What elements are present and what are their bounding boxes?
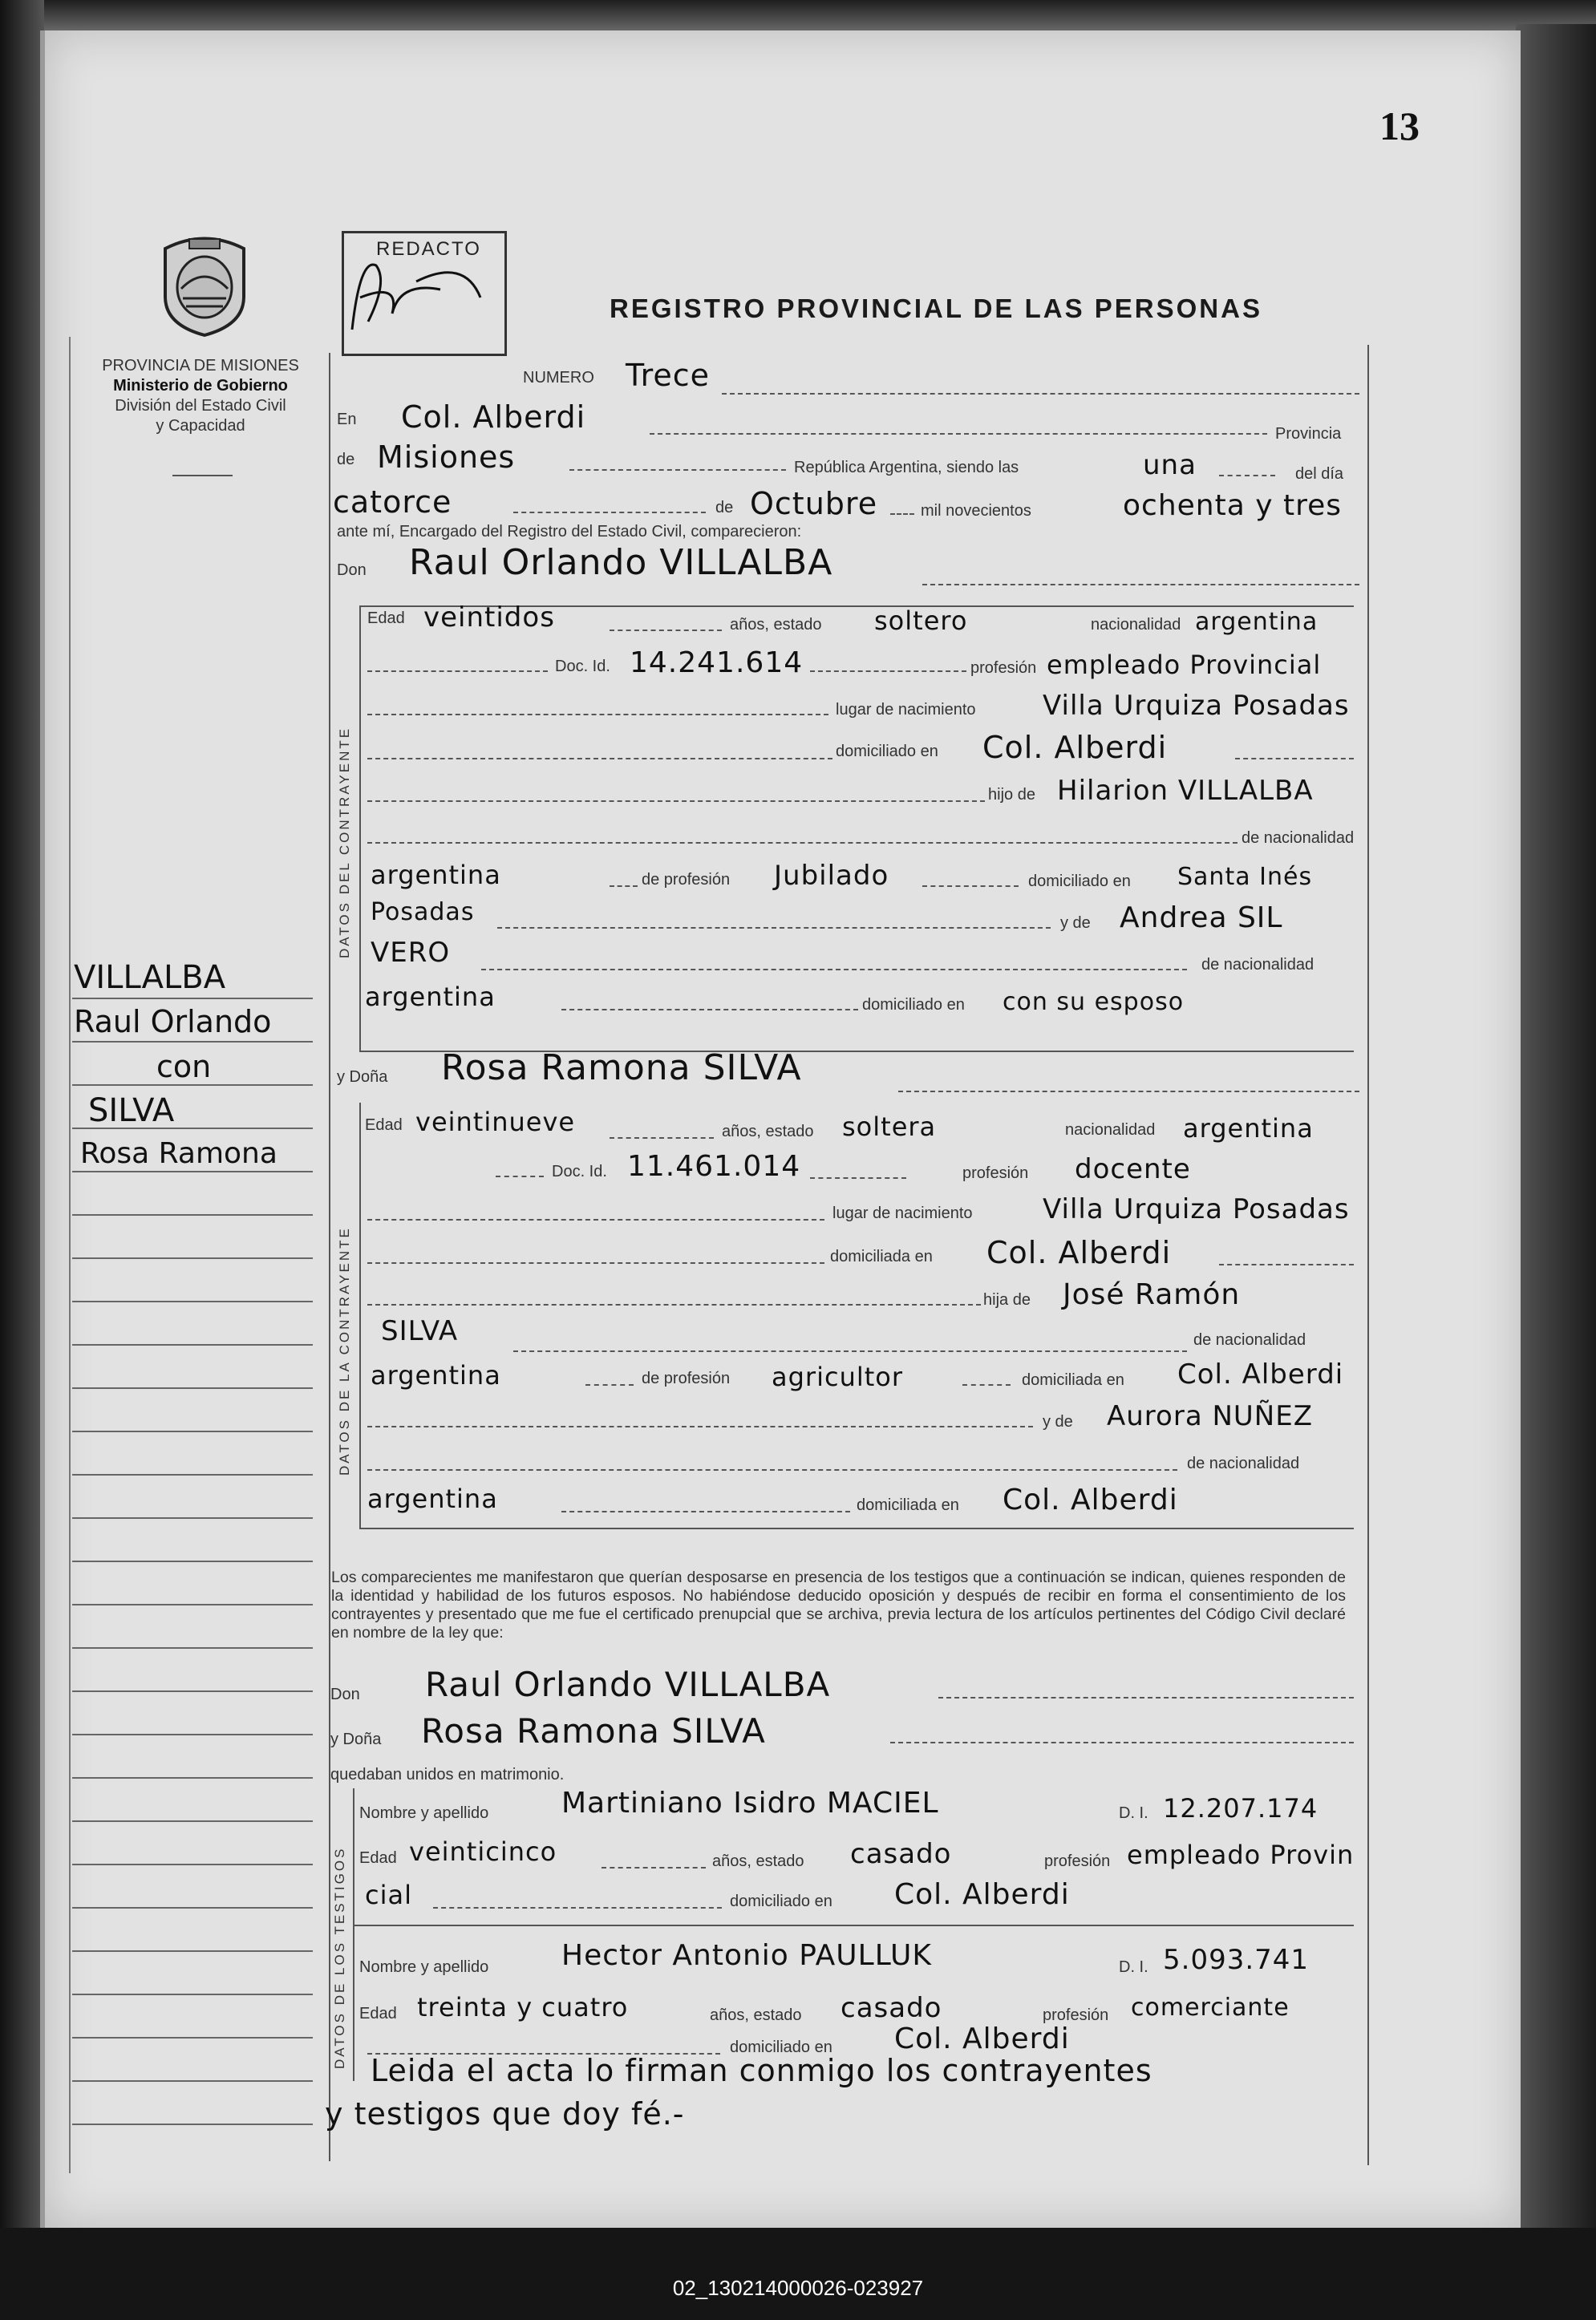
dia-value: catorce bbox=[333, 484, 452, 520]
provincia-line bbox=[569, 469, 786, 471]
declaration-text: Los comparecientes me manifestaron que querían desposarse en presencia de los testigos que a continuación se indican, quienes responden de la identidad y habilidad de los futuros esposos. No habiéndose deducido oposición y después de recibir en forma el consentimiento de los contrayentes y presentado que me fue el certificado prenupcial que se archiva, previa lectura de los artículos pertinentes del Código Civil declaré en nombre de la ley que: bbox=[331, 1569, 1346, 1642]
bride-nacionalidad: argentina bbox=[1183, 1113, 1314, 1144]
bride-edad: veintinueve bbox=[415, 1107, 576, 1137]
margin-rule bbox=[72, 1690, 313, 1692]
groom-madre-dom-label: domiciliado en bbox=[862, 996, 965, 1014]
groom-domicilio: Col. Alberdi bbox=[982, 730, 1168, 765]
groom-madre: Andrea SIL bbox=[1120, 901, 1283, 934]
groom-doc-label: Doc. Id. bbox=[555, 658, 610, 675]
groom-hijo-label: hijo de bbox=[988, 786, 1035, 804]
groom-side-label: DATOS DEL CONTRAYENTE bbox=[337, 726, 352, 958]
bride-edad-line bbox=[610, 1137, 714, 1139]
margin-rule bbox=[72, 1777, 313, 1779]
groom-name: Raul Orlando VILLALBA bbox=[409, 542, 833, 583]
margin-rule bbox=[72, 1041, 313, 1043]
w2-nombre-label: Nombre y apellido bbox=[359, 1958, 489, 1976]
groom-padre-dom: Santa Inés bbox=[1177, 863, 1313, 891]
groom-anios-label: años, estado bbox=[730, 616, 822, 634]
w1-nombre-label: Nombre y apellido bbox=[359, 1804, 489, 1822]
bride-madre-pre-line bbox=[367, 1426, 1033, 1427]
bride-domicilio: Col. Alberdi bbox=[986, 1235, 1172, 1270]
margin-given-2: Rosa Ramona bbox=[80, 1137, 277, 1170]
dia-line bbox=[513, 512, 706, 513]
margin-rule bbox=[72, 1301, 313, 1302]
closing-line-1: Leida el acta lo firman conmigo los contrayentes bbox=[371, 2053, 1152, 2088]
groom-de-prof-label: de profesión bbox=[642, 871, 731, 889]
capacity-name: y Capacidad bbox=[156, 417, 245, 435]
file-name-caption: 02_130214000026-023927 bbox=[672, 2276, 924, 2300]
bride-padre: José Ramón bbox=[1063, 1278, 1241, 1311]
ministry-name: Ministerio de Gobierno bbox=[113, 377, 288, 395]
bride-name-line bbox=[898, 1091, 1359, 1092]
margin-rule bbox=[72, 1820, 313, 1822]
bride-profesion: docente bbox=[1075, 1153, 1191, 1185]
margin-rule bbox=[72, 1474, 313, 1476]
margin-rule bbox=[72, 1994, 313, 1995]
bride-padre-nac-line bbox=[585, 1384, 634, 1386]
scan-top-edge bbox=[44, 0, 1596, 32]
bride-padre-prof-line bbox=[962, 1384, 1011, 1386]
scan-bottom-edge bbox=[0, 2228, 1596, 2320]
groom-edad-line bbox=[610, 630, 722, 631]
margin-rule bbox=[72, 1950, 313, 1952]
decl-don-label: Don bbox=[330, 1686, 360, 1703]
groom-prof-label: profesión bbox=[970, 659, 1037, 677]
w1-edad: veinticinco bbox=[409, 1836, 557, 1867]
mes-line bbox=[890, 513, 914, 515]
bride-dom-label: domiciliada en bbox=[830, 1248, 933, 1265]
bride-dom-line bbox=[1219, 1264, 1354, 1265]
margin-rule bbox=[72, 1171, 313, 1172]
witness-side-label: DATOS DE LOS TESTIGOS bbox=[332, 1846, 347, 2069]
bride-padre-nac: argentina bbox=[371, 1360, 501, 1391]
anio-value: ochenta y tres bbox=[1123, 489, 1342, 522]
groom-lugar-pre-line bbox=[367, 714, 828, 715]
groom-name-line bbox=[922, 584, 1359, 585]
margin-rule bbox=[72, 1561, 313, 1562]
groom-dom-pre-line bbox=[367, 758, 832, 759]
margin-rule bbox=[72, 2037, 313, 2039]
bride-prof-label: profesión bbox=[962, 1164, 1029, 1182]
groom-doc-pre-line bbox=[367, 670, 548, 672]
margin-rule bbox=[72, 1257, 313, 1259]
en-value: Col. Alberdi bbox=[401, 399, 586, 435]
decl-bride: Rosa Ramona SILVA bbox=[421, 1711, 766, 1751]
book-binding bbox=[0, 0, 44, 2320]
groom-nac-label: nacionalidad bbox=[1091, 616, 1181, 634]
margin-surname-2: SILVA bbox=[88, 1092, 175, 1129]
en-line bbox=[650, 433, 1267, 435]
margin-rule bbox=[72, 1344, 313, 1346]
groom-padre-nac-line bbox=[610, 885, 638, 887]
decl-dona-label: y Doña bbox=[330, 1731, 382, 1748]
bride-lugar-label: lugar de nacimiento bbox=[832, 1205, 973, 1222]
groom-madre-nac: argentina bbox=[365, 982, 496, 1012]
provincia-label: Provincia bbox=[1275, 425, 1342, 443]
w1-dom-label: domiciliado en bbox=[730, 1893, 832, 1910]
bride-hija-pre-line bbox=[367, 1304, 981, 1306]
w1-box-bottom bbox=[353, 1925, 1354, 1926]
groom-padre: Hilarion VILLALBA bbox=[1057, 775, 1314, 807]
groom-dom-line bbox=[1235, 758, 1354, 759]
form-right-border bbox=[1367, 345, 1369, 2165]
groom-estado: soltero bbox=[874, 605, 968, 636]
groom-padre-prof-line bbox=[922, 885, 1019, 887]
groom-edad-label: Edad bbox=[367, 609, 405, 627]
form-left-border bbox=[329, 353, 330, 2161]
margin-rule bbox=[72, 1734, 313, 1735]
w1-di: 12.207.174 bbox=[1163, 1793, 1319, 1824]
margin-rule bbox=[72, 1431, 313, 1432]
bride-madre-dom: Col. Alberdi bbox=[1003, 1484, 1178, 1516]
groom-padre-prof: Jubilado bbox=[774, 860, 889, 892]
w1-prof-label: profesión bbox=[1044, 1852, 1111, 1870]
bride-hija-label: hija de bbox=[983, 1291, 1031, 1309]
w1-anios-label: años, estado bbox=[712, 1852, 804, 1870]
bride-dom-pre-line bbox=[367, 1262, 824, 1264]
groom-madre-nac-line bbox=[561, 1009, 858, 1010]
w2-anios-label: años, estado bbox=[710, 2006, 802, 2024]
provincia-value: Misiones bbox=[377, 439, 516, 475]
w2-estado: casado bbox=[841, 1992, 942, 2024]
scan-right-edge bbox=[1516, 24, 1596, 2237]
bride-lugar-pre-line bbox=[367, 1219, 824, 1221]
groom-box-border bbox=[359, 605, 361, 1051]
hora-line bbox=[1219, 475, 1275, 476]
w2-di: 5.093.741 bbox=[1163, 1944, 1310, 1976]
margin-rule bbox=[72, 1387, 313, 1389]
witness-box-border bbox=[353, 1788, 354, 2081]
hora-value: una bbox=[1143, 449, 1197, 481]
bride-madre-nac-line bbox=[561, 1511, 850, 1512]
margin-given-1: Raul Orlando bbox=[74, 1004, 272, 1039]
w2-di-label: D. I. bbox=[1119, 1958, 1148, 1976]
margin-rule bbox=[72, 1084, 313, 1086]
groom-lugar: Villa Urquiza Posadas bbox=[1043, 690, 1350, 722]
bride-edad-label: Edad bbox=[365, 1116, 403, 1134]
groom-nacionalidad: argentina bbox=[1195, 608, 1319, 636]
bride-madre-nac: argentina bbox=[367, 1484, 498, 1514]
groom-doc: 14.241.614 bbox=[630, 646, 804, 679]
margin-rule bbox=[72, 1214, 313, 1216]
stamp-initials bbox=[344, 233, 504, 354]
ante-label: ante mí, Encargado del Registro del Estado Civil, comparecieron: bbox=[337, 523, 802, 541]
w2-dom-label: domiciliado en bbox=[730, 2039, 832, 2056]
bride-madre-dom-label: domiciliada en bbox=[857, 1496, 959, 1514]
numero-line bbox=[722, 393, 1359, 395]
bride-box-bottom bbox=[359, 1528, 1354, 1529]
groom-doc-line bbox=[810, 670, 966, 672]
w1-profesion2: cial bbox=[365, 1880, 412, 1910]
registry-title: REGISTRO PROVINCIAL DE LAS PERSONAS bbox=[610, 294, 1262, 323]
bride-doc: 11.461.014 bbox=[627, 1150, 801, 1183]
margin-rule bbox=[72, 1604, 313, 1605]
w1-profesion: empleado Provin bbox=[1127, 1840, 1355, 1870]
bride-doc-line bbox=[810, 1177, 906, 1179]
groom-padre-nac: argentina bbox=[371, 860, 501, 890]
groom-profesion: empleado Provincial bbox=[1047, 650, 1322, 680]
decl-closing: quedaban unidos en matrimonio. bbox=[330, 1766, 565, 1784]
groom-madre-dom: con su esposo bbox=[1003, 988, 1185, 1016]
page-number: 13 bbox=[1379, 103, 1420, 148]
decl-groom: Raul Orlando VILLALBA bbox=[425, 1665, 831, 1704]
margin-con: con bbox=[156, 1049, 212, 1084]
w2-profesion: comerciante bbox=[1131, 1994, 1290, 2022]
margin-surname-1: VILLALBA bbox=[74, 959, 226, 996]
mes-value: Octubre bbox=[750, 486, 878, 521]
groom-de-nac-label: de nacionalidad bbox=[1242, 829, 1355, 847]
decl-groom-line bbox=[938, 1697, 1354, 1698]
margin-rule bbox=[72, 1864, 313, 1865]
bride-de-prof-label: de profesión bbox=[642, 1370, 731, 1387]
redacto-stamp bbox=[342, 231, 507, 356]
stamp-label: REDACTO bbox=[376, 238, 481, 260]
bride-y-de-label: y de bbox=[1043, 1413, 1073, 1431]
w2-domicilio: Col. Alberdi bbox=[894, 2022, 1070, 2055]
groom-lugar-label: lugar de nacimiento bbox=[836, 701, 976, 719]
w1-di-label: D. I. bbox=[1119, 1804, 1148, 1822]
bride-padre-prof: agricultor bbox=[772, 1362, 904, 1392]
decl-bride-line bbox=[890, 1742, 1354, 1743]
groom-madre2: VERO bbox=[371, 937, 451, 969]
w1-edad-label: Edad bbox=[359, 1849, 397, 1867]
header-divider bbox=[172, 475, 233, 476]
groom-padre-dom2-line bbox=[497, 927, 1051, 929]
groom-hijo-pre-line bbox=[367, 800, 985, 802]
bride-padre-nac-pre-line bbox=[513, 1350, 1187, 1352]
w1-nombre: Martiniano Isidro MACIEL bbox=[561, 1787, 939, 1820]
coat-of-arms-seal bbox=[157, 233, 252, 337]
bride-estado: soltera bbox=[842, 1111, 937, 1142]
margin-rule bbox=[72, 1907, 313, 1909]
w1-estado: casado bbox=[850, 1838, 952, 1870]
groom-dom-label: domiciliado en bbox=[836, 743, 938, 760]
w2-edad: treinta y cuatro bbox=[417, 1992, 629, 2022]
bride-name: Rosa Ramona SILVA bbox=[441, 1047, 802, 1088]
anio-label: mil novecientos bbox=[921, 502, 1031, 520]
bride-doc-label: Doc. Id. bbox=[552, 1163, 607, 1180]
w1-edad-line bbox=[602, 1867, 706, 1869]
numero-label: NUMERO bbox=[523, 369, 594, 387]
margin-left-border bbox=[69, 337, 71, 2173]
groom-padre-dom-label: domiciliado en bbox=[1028, 873, 1131, 890]
numero-value: Trece bbox=[626, 358, 711, 393]
don-label: Don bbox=[337, 561, 367, 579]
margin-rule bbox=[72, 1647, 313, 1649]
division-name: División del Estado Civil bbox=[115, 397, 286, 415]
bride-lugar: Villa Urquiza Posadas bbox=[1043, 1193, 1350, 1225]
bride-side-label: DATOS DE LA CONTRAYENTE bbox=[337, 1226, 352, 1476]
province-name: PROVINCIA DE MISIONES bbox=[102, 357, 299, 375]
bride-de-nac-label: de nacionalidad bbox=[1193, 1331, 1306, 1349]
w2-edad-label: Edad bbox=[359, 2005, 397, 2022]
groom-padre-dom2: Posadas bbox=[371, 898, 475, 926]
groom-madre-nac-pre-line bbox=[481, 969, 1187, 970]
margin-rule bbox=[72, 2124, 313, 2125]
del-dia-label: del día bbox=[1295, 465, 1344, 483]
groom-y-de-label: y de bbox=[1060, 914, 1091, 932]
de-mes-label: de bbox=[715, 499, 734, 516]
margin-rule bbox=[72, 998, 313, 999]
w2-prof-label: profesión bbox=[1043, 2006, 1109, 2024]
bride-madre-nac-pre-line bbox=[367, 1469, 1177, 1471]
en-label: En bbox=[337, 411, 357, 428]
bride-anios-label: años, estado bbox=[722, 1123, 814, 1140]
bride-box-border bbox=[359, 1103, 361, 1528]
issuer-block bbox=[72, 356, 329, 436]
w1-domicilio: Col. Alberdi bbox=[894, 1878, 1070, 1911]
de-label: de bbox=[337, 451, 355, 468]
groom-edad: veintidos bbox=[423, 601, 555, 634]
margin-rule bbox=[72, 1128, 313, 1129]
bride-padre-dom-label: domiciliada en bbox=[1022, 1371, 1124, 1389]
groom-padre-nac-pre-line bbox=[367, 842, 1238, 844]
bride-doc-pre-line bbox=[496, 1176, 544, 1177]
w1-dom-pre-line bbox=[433, 1907, 722, 1909]
bride-de-nac-label2: de nacionalidad bbox=[1187, 1455, 1300, 1472]
margin-rule bbox=[72, 2080, 313, 2082]
closing-line-2: y testigos que doy fé.- bbox=[325, 2096, 685, 2132]
groom-de-nac-label2: de nacionalidad bbox=[1201, 956, 1314, 974]
bride-padre-dom: Col. Alberdi bbox=[1177, 1358, 1344, 1391]
bride-nac-label: nacionalidad bbox=[1065, 1121, 1156, 1139]
bride-madre: Aurora NUÑEZ bbox=[1107, 1400, 1313, 1432]
dona-label: y Doña bbox=[337, 1068, 388, 1086]
republica-label: República Argentina, siendo las bbox=[794, 459, 1019, 476]
margin-rule bbox=[72, 1517, 313, 1519]
w2-nombre: Hector Antonio PAULLUK bbox=[561, 1939, 932, 1972]
bride-padre2: SILVA bbox=[381, 1315, 459, 1347]
